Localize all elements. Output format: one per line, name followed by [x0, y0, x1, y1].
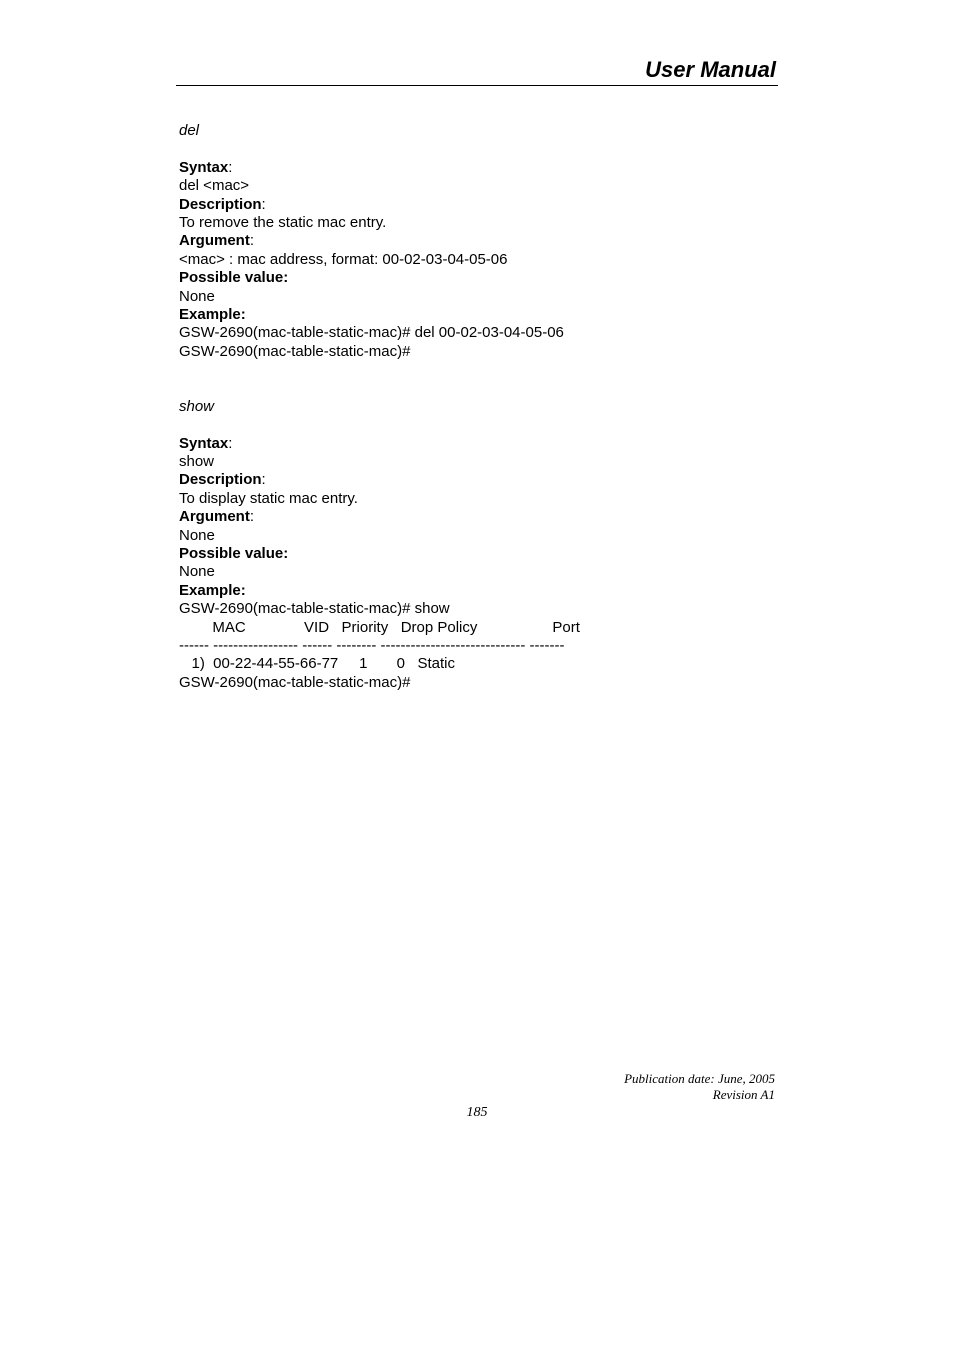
page-number: 185	[466, 1105, 488, 1120]
argument-text: <mac> : mac address, format: 00-02-03-04-05-06	[179, 250, 508, 268]
syntax-label: Syntax	[179, 158, 229, 176]
example-table-header: MAC VID Priority Drop Policy Port	[179, 618, 580, 636]
footer-publication-info	[624, 1071, 775, 1103]
example-line: GSW-2690(mac-table-static-mac)#	[179, 342, 411, 360]
page-content	[179, 122, 779, 692]
possible-value-label: Possible value:	[179, 269, 289, 287]
section-show: show Syntax: show Description: To display static mac entry. Argument: None Possible value: None Example: GSW-2690(mac-table-static-mac)# show MAC VID Priority Drop Policy Port ------ ----------------- ------ -------- ----------------------------- ------- 1) 00-22-44-55-66-77 1 0 Static GSW-2690(mac-table-static-mac)#	[179, 398, 779, 692]
section-del: del Syntax: del <mac> Description: To remove the static mac entry. Argument: <mac> : mac address, format: 00-02-03-04-05-06 Possible value: None Example: GSW-2690(mac-table-static-mac)# del 00-02-03-04-05-06 GSW-2690(mac-table-static-mac)#	[179, 122, 779, 361]
example-line: GSW-2690(mac-table-static-mac)#	[179, 673, 411, 691]
example-line: GSW-2690(mac-table-static-mac)# show	[179, 600, 450, 618]
possible-value-text: None	[179, 563, 215, 581]
argument-label: Argument	[179, 232, 250, 250]
description-label: Description	[179, 195, 262, 213]
description-text: To remove the static mac entry.	[179, 213, 387, 231]
header-rule	[176, 85, 778, 86]
publication-date: Publication date: June, 2005	[624, 1071, 775, 1086]
page-header-title: User Manual	[645, 57, 776, 82]
argument-label: Argument	[179, 508, 250, 526]
example-table-row: 1) 00-22-44-55-66-77 1 0 Static	[179, 655, 455, 673]
description-label: Description	[179, 471, 262, 489]
possible-value-label: Possible value:	[179, 545, 289, 562]
description-text: To display static mac entry.	[179, 489, 358, 507]
revision: Revision A1	[712, 1087, 775, 1102]
command-name: show	[179, 397, 215, 415]
command-name: del	[179, 122, 200, 139]
example-table-separator: ------ ----------------- ------ -------- ----------------------------- -------	[179, 636, 565, 654]
example-label: Example:	[179, 581, 246, 599]
syntax-text: del <mac>	[179, 177, 250, 195]
syntax-label: Syntax	[179, 434, 229, 452]
example-line: GSW-2690(mac-table-static-mac)# del 00-02-03-04-05-06	[179, 324, 564, 342]
possible-value-text: None	[179, 287, 215, 305]
example-label: Example:	[179, 305, 246, 323]
argument-text: None	[179, 526, 215, 544]
syntax-text: show	[179, 453, 215, 471]
